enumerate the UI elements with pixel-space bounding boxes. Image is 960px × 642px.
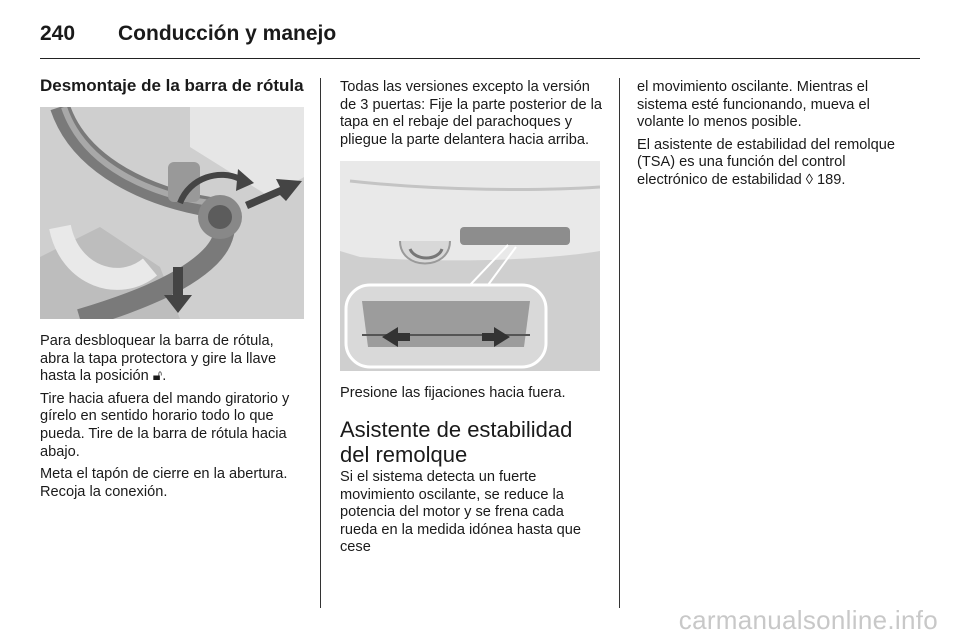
column-3: [637, 79, 903, 195]
towbar-knob-illustration-icon: [40, 107, 304, 319]
watermark: carmanualsonline.info: [678, 605, 938, 635]
paragraph: el movimiento oscilante. Mientras el sistema esté funcionando, mueva el volante lo menos posible.: [637, 79, 870, 131]
paragraph: Tire hacia afuera del mando giratorio y gírelo en sentido horario todo lo que pueda. Tire de la barra de rótula hacia abajo.: [40, 390, 290, 460]
paragraph: Si el sistema detecta un fuerte movimiento oscilante, se reduce la potencia del motor y se frena cada rueda en la medida idónea hasta que cese: [340, 468, 581, 556]
page-header: [40, 18, 920, 62]
column-2: [340, 79, 604, 562]
page-title: Conducción y manejo: [118, 22, 337, 45]
paragraph: Para desbloquear la barra de rótula, abra la tapa protectora y gire la llave hasta la posición 🔓︎.: [40, 333, 277, 385]
page-number: 240: [40, 22, 76, 45]
column-divider: [320, 78, 321, 608]
column-divider: [619, 78, 620, 608]
section-heading: Desmontaje de la barra de rótula: [40, 76, 304, 95]
column-1: [40, 76, 304, 506]
paragraph: Meta el tapón de cierre en la abertura. Recoja la conexión.: [40, 466, 288, 500]
paragraph: Todas las versiones excepto la versión de 3 puertas: Fije la parte posterior de la tapa en el rebaje del parachoques y pliegue la parte delantera hacia arriba.: [340, 79, 603, 148]
paragraph: Presione las fijaciones hacia fuera.: [340, 385, 566, 402]
section-heading: Asistente de estabilidad del remolque: [340, 416, 573, 467]
bumper-cover-illustration-icon: [340, 161, 600, 371]
header-rule: [40, 58, 920, 59]
paragraph: El asistente de estabilidad del remolque (TSA) es una función del control electrónico de estabilidad ◊ 189.: [637, 136, 895, 188]
